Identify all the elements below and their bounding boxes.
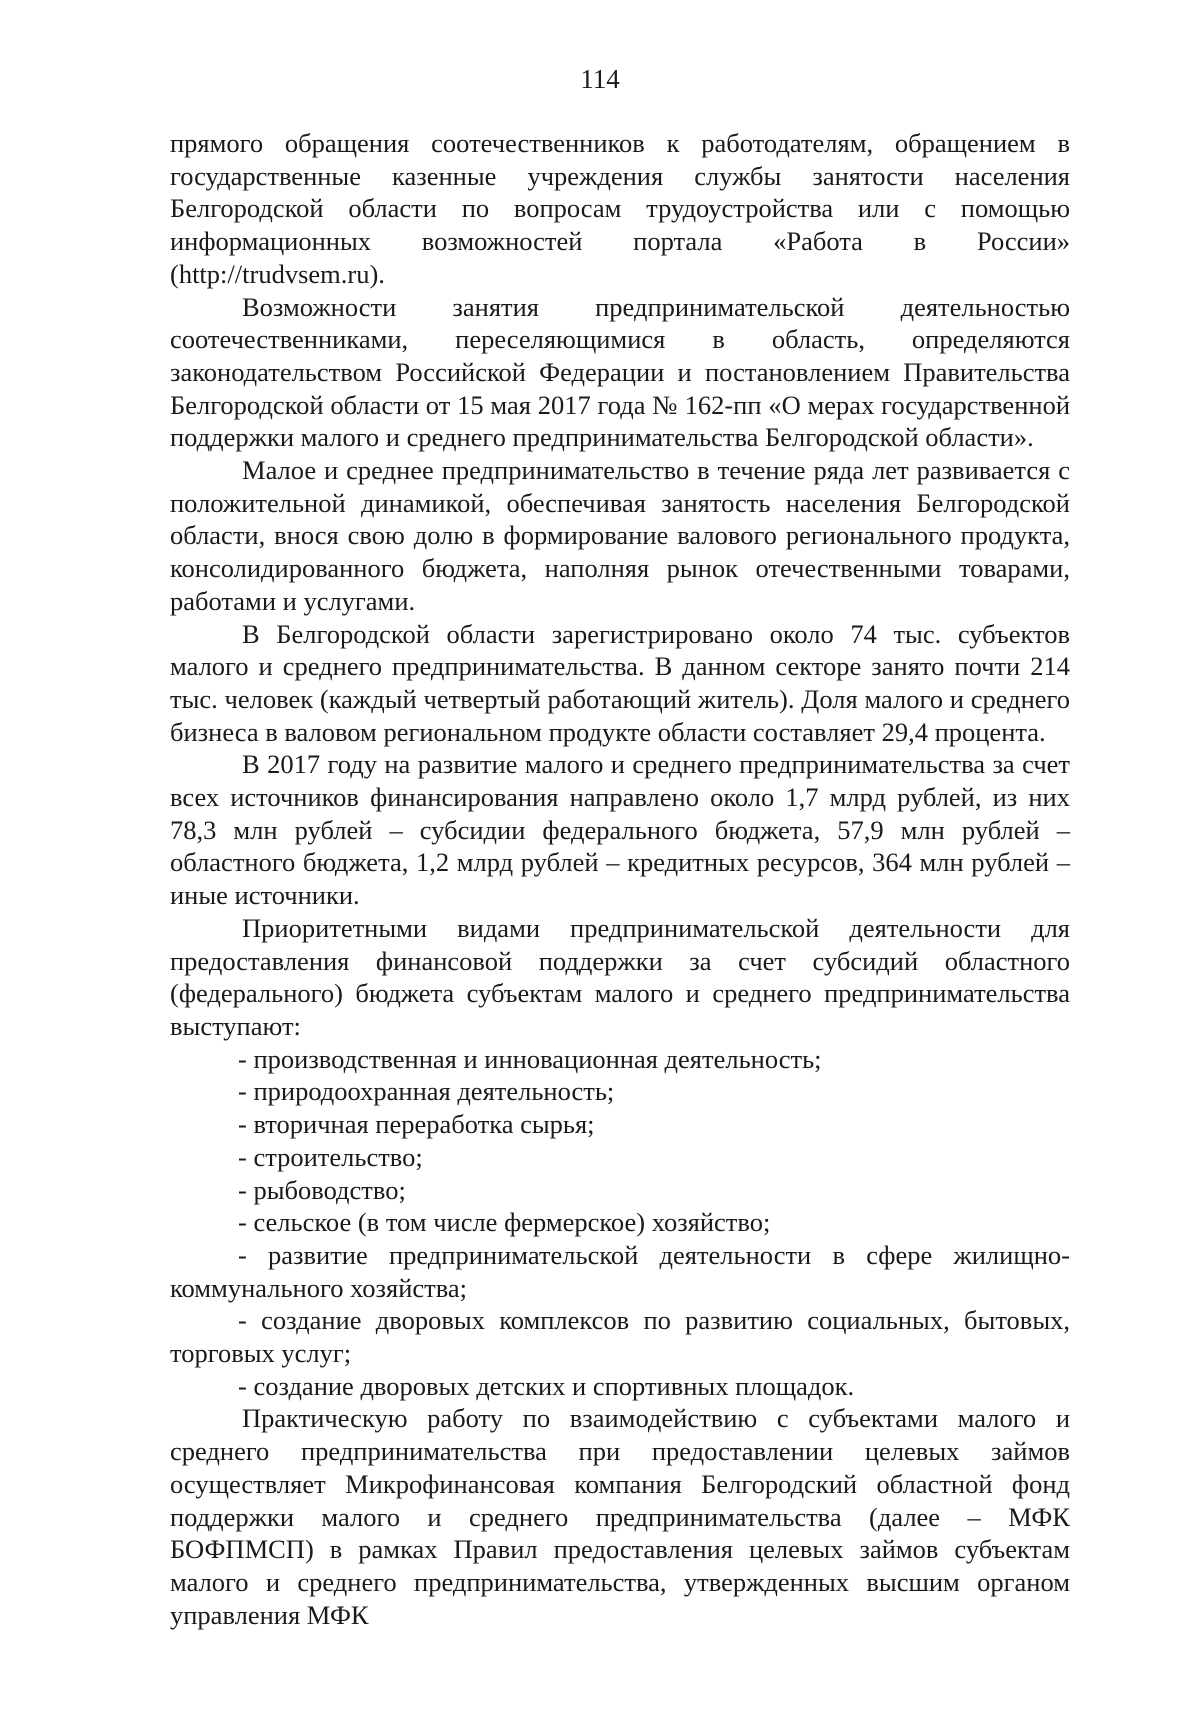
list-item: - вторичная переработка сырья; [238, 1109, 595, 1140]
paragraph-continuation: прямого обращения соотечественников к работодателям, обращением в государственные казенные учреждения службы занятости населения Белгородской области по вопросам трудоустройства или с помощью информационных возможностей портала «Работа в России» (http://trudvsem.ru). [170, 128, 1070, 289]
list-item: - развитие предпринимательской деятельности в сфере жилищно-коммунального хозяйства; [170, 1239, 1070, 1303]
paragraph-priority-activities: Приоритетными видами предпринимательской деятельности для предоставления финансовой поддержки за счет субсидий областного (федерального) бюджета субъектам малого и среднего предпринимательства выступают: [170, 912, 1070, 1041]
document-body [170, 127, 1070, 1631]
page-number: 114 [580, 64, 620, 94]
paragraph-sme-dynamics: Малое и среднее предпринимательство в течение ряда лет развивается с положительной динамикой, обеспечивая занятость населения Белгородской области, внося свою долю в формирование валового регионального продукта, консолидированного бюджета, наполняя рынок отечественными товарами, работами и услугами. [170, 455, 1070, 616]
list-item: - производственная и инновационная деятельность; [238, 1043, 822, 1074]
paragraph-entrepreneurship-rights: Возможности занятия предпринимательской деятельностью соотечественниками, переселяющимися в область, определяются законодательством Российской Федерации и постановлением Правительства Белгородской области от 15 мая 2017 года № 162-пп «О мерах государственной поддержки малого и среднего предпринимательства Белгородской области». [170, 291, 1070, 453]
list-item: - создание дворовых комплексов по развитию социальных, бытовых, торговых услуг; [170, 1305, 1070, 1369]
list-item: - природоохранная деятельность; [238, 1076, 615, 1107]
paragraph-sme-funding-2017: В 2017 году на развитие малого и среднего предпринимательства за счет всех источников финансирования направлено около 1,7 млрд рублей, из них 78,3 млн рублей – субсидии федерального бюджета, 57,9 млн рублей – областного бюджета, 1,2 млрд рублей – кредитных ресурсов, 364 млн рублей – иные источники. [170, 749, 1070, 911]
list-item: - строительство; [238, 1141, 423, 1172]
list-item: - создание дворовых детских и спортивных площадок. [238, 1370, 855, 1401]
list-item: - сельское (в том числе фермерское) хозяйство; [238, 1207, 771, 1238]
paragraph-sme-statistics: В Белгородской области зарегистрировано около 74 тыс. субъектов малого и среднего предпринимательства. В данном секторе занято почти 214 тыс. человек (каждый четвертый работающий житель). Доля малого и среднего бизнеса в валовом региональном продукте области составляет 29,4 процента. [170, 618, 1070, 747]
list-item: - рыбоводство; [238, 1174, 406, 1205]
paragraph-microfinance-company: Практическую работу по взаимодействию с субъектами малого и среднего предпринимательства при предоставлении целевых займов осуществляет Микрофинансовая компания Белгородский областной фонд поддержки малого и среднего предпринимательства (далее – МФК БОФПМСП) в рамках Правил предоставления целевых займов субъектам малого и среднего предпринимательства, утвержденных высшим органом управления МФК [170, 1403, 1070, 1630]
